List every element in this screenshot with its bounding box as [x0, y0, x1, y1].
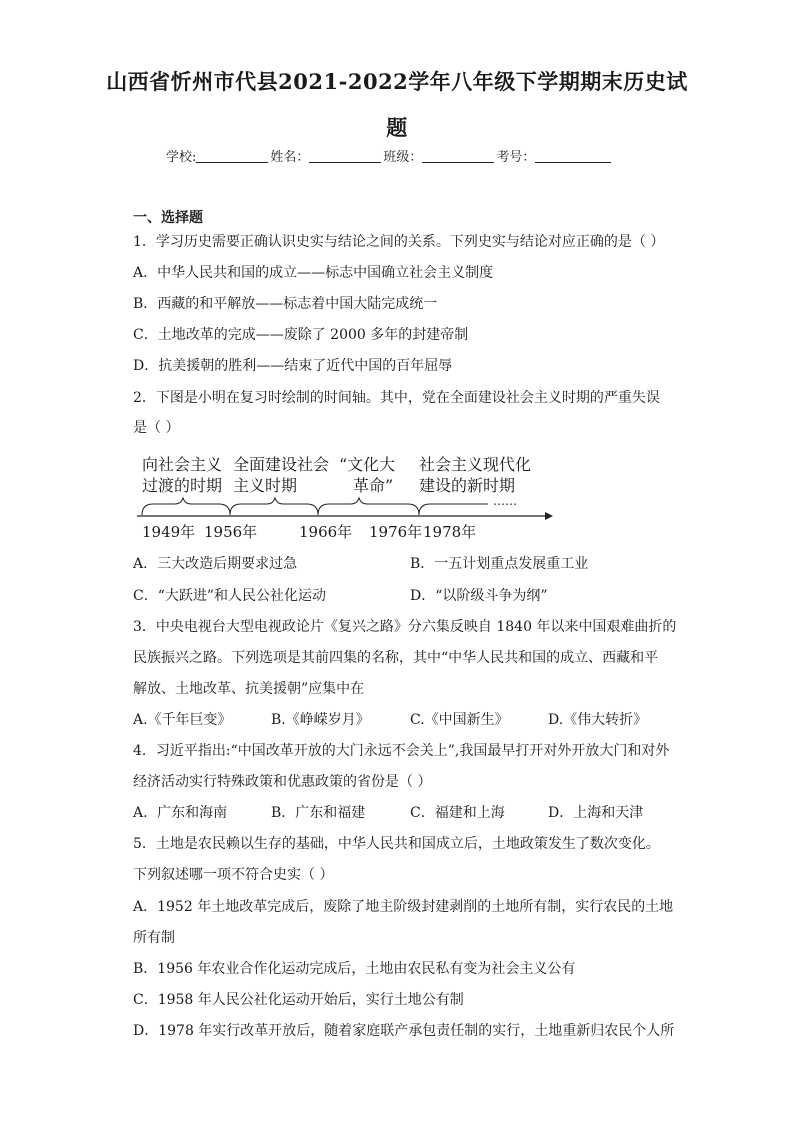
class-field[interactable] — [422, 149, 494, 163]
timeline-label-p1b: 过渡的时期 — [142, 476, 223, 495]
q1-option-d: D．抗美援朝的胜利——结束了近代中国的百年屈辱 — [133, 358, 453, 374]
page-title-continued: 题 — [386, 115, 408, 140]
q1-option-a: A．中华人民共和国的成立——标志中国确立社会主义制度 — [133, 265, 494, 281]
timeline-brace-1 — [142, 498, 230, 515]
q4-option-b: B．广东和福建 — [271, 805, 366, 821]
q4-stem: 4．习近平指出:“中国改革开放的大门永远不会关上”,我国最早打开对外开放大门和对外 — [133, 743, 670, 759]
q2-option-b: B．一五计划重点发展重工业 — [410, 556, 589, 572]
timeline-label-p3a: “文化大 — [339, 455, 396, 474]
name-field[interactable] — [309, 149, 381, 163]
q5-option-b: B．1956 年农业合作化运动完成后，土地由农民私有变为社会主义公有 — [133, 961, 576, 977]
q5-option-d: D．1978 年实行改革开放后，随着家庭联产承包责任制的实行，土地重新归农民个人所 — [133, 1023, 675, 1039]
school-field[interactable] — [196, 149, 268, 163]
timeline-label-p3b: 革命” — [353, 476, 394, 495]
section-heading: 一、选择题 — [133, 210, 203, 226]
timeline-year-1966: 1966年 — [299, 523, 353, 541]
timeline-year-1949: 1949年 — [142, 523, 196, 541]
q1-option-b: B．西藏的和平解放——标志着中国大陆完成统一 — [133, 296, 438, 312]
timeline-year-1956: 1956年 — [204, 523, 258, 541]
timeline-arrow — [545, 512, 553, 520]
q3-option-b: B.《峥嵘岁月》 — [271, 712, 370, 728]
timeline-brace-4 — [419, 504, 488, 515]
timeline-label-p4a: 社会主义现代化 — [419, 455, 532, 474]
q2-option-c: C．“大跃进”和人民公社化运动 — [133, 588, 327, 604]
timeline-ellipsis: …… — [493, 494, 517, 508]
q5-stem: 5．土地是农民赖以生存的基础，中华人民共和国成立后，土地政策发生了数次变化。 — [133, 836, 660, 852]
q5-option-c: C．1958 年人民公社化运动开始后，实行土地公有制 — [133, 992, 464, 1008]
q2-option-d: D．“以阶级斗争为纲” — [410, 588, 548, 604]
timeline-label-p1a: 向社会主义 — [142, 455, 223, 474]
q4-option-c: C．福建和上海 — [410, 805, 505, 821]
timeline-label-p2a: 全面建设社会 — [233, 455, 330, 474]
school-label: 学校: — [166, 150, 197, 165]
number-label: 考号： — [496, 150, 536, 165]
q1-stem: 1．学习历史需要正确认识史实与结论之间的关系。下列史实与结论对应正确的是（ ） — [133, 234, 665, 250]
timeline-year-1976: 1976年 — [369, 523, 423, 541]
number-field[interactable] — [535, 149, 611, 163]
q3-stem-continued: 民族振兴之路。下列选项是其前四集的名称，其中“中华人民共和国的成立、西藏和平 — [133, 650, 659, 666]
timeline-brace-2 — [230, 498, 318, 515]
q3-stem: 3．中央电视台大型电视政论片《复兴之路》分六集反映自 1840 年以来中国艰难曲折的 — [133, 619, 677, 635]
q3-option-c: C.《中国新生》 — [410, 712, 509, 728]
q1-option-c: C．土地改革的完成——废除了 2000 多年的封建帝制 — [133, 327, 469, 343]
q2-option-a: A．三大改造后期要求过急 — [133, 556, 298, 572]
q5-stem-continued: 下列叙述哪一项不符合史实（ ） — [133, 867, 334, 883]
q2-stem-continued: 是（ ） — [133, 420, 180, 436]
page-title: 山西省忻州市代县2021-2022学年八年级下学期期末历史试 — [106, 69, 688, 94]
name-label: 姓名： — [270, 150, 310, 165]
q5-option-a: A．1952 年土地改革完成后，废除了地主阶级封建剥削的土地所有制，实行农民的土地 — [133, 899, 674, 915]
student-info — [166, 146, 613, 165]
timeline-brace-3 — [318, 498, 419, 515]
timeline-label-p2b: 主义时期 — [233, 476, 298, 495]
q4-option-a: A．广东和海南 — [133, 805, 228, 821]
q2-stem: 2．下图是小明在复习时绘制的时间轴。其中，党在全面建设社会主义时期的严重失误 — [133, 390, 660, 406]
q3-option-a: A.《千年巨变》 — [133, 712, 232, 728]
q3-option-d: D.《伟大转折》 — [548, 712, 648, 728]
timeline-label-p4b: 建设的新时期 — [419, 476, 516, 495]
q4-stem-continued: 经济活动实行特殊政策和优惠政策的省份是（ ） — [133, 774, 432, 790]
timeline-year-1978: 1978年 — [423, 523, 477, 541]
q4-option-d: D．上海和天津 — [548, 805, 644, 821]
timeline-diagram — [133, 448, 563, 548]
class-label: 班级： — [383, 150, 423, 165]
q5-option-a-continued: 所有制 — [133, 930, 175, 946]
q3-stem-continued-2: 解放、土地改革、抗美援朝”应集中在 — [133, 681, 365, 697]
